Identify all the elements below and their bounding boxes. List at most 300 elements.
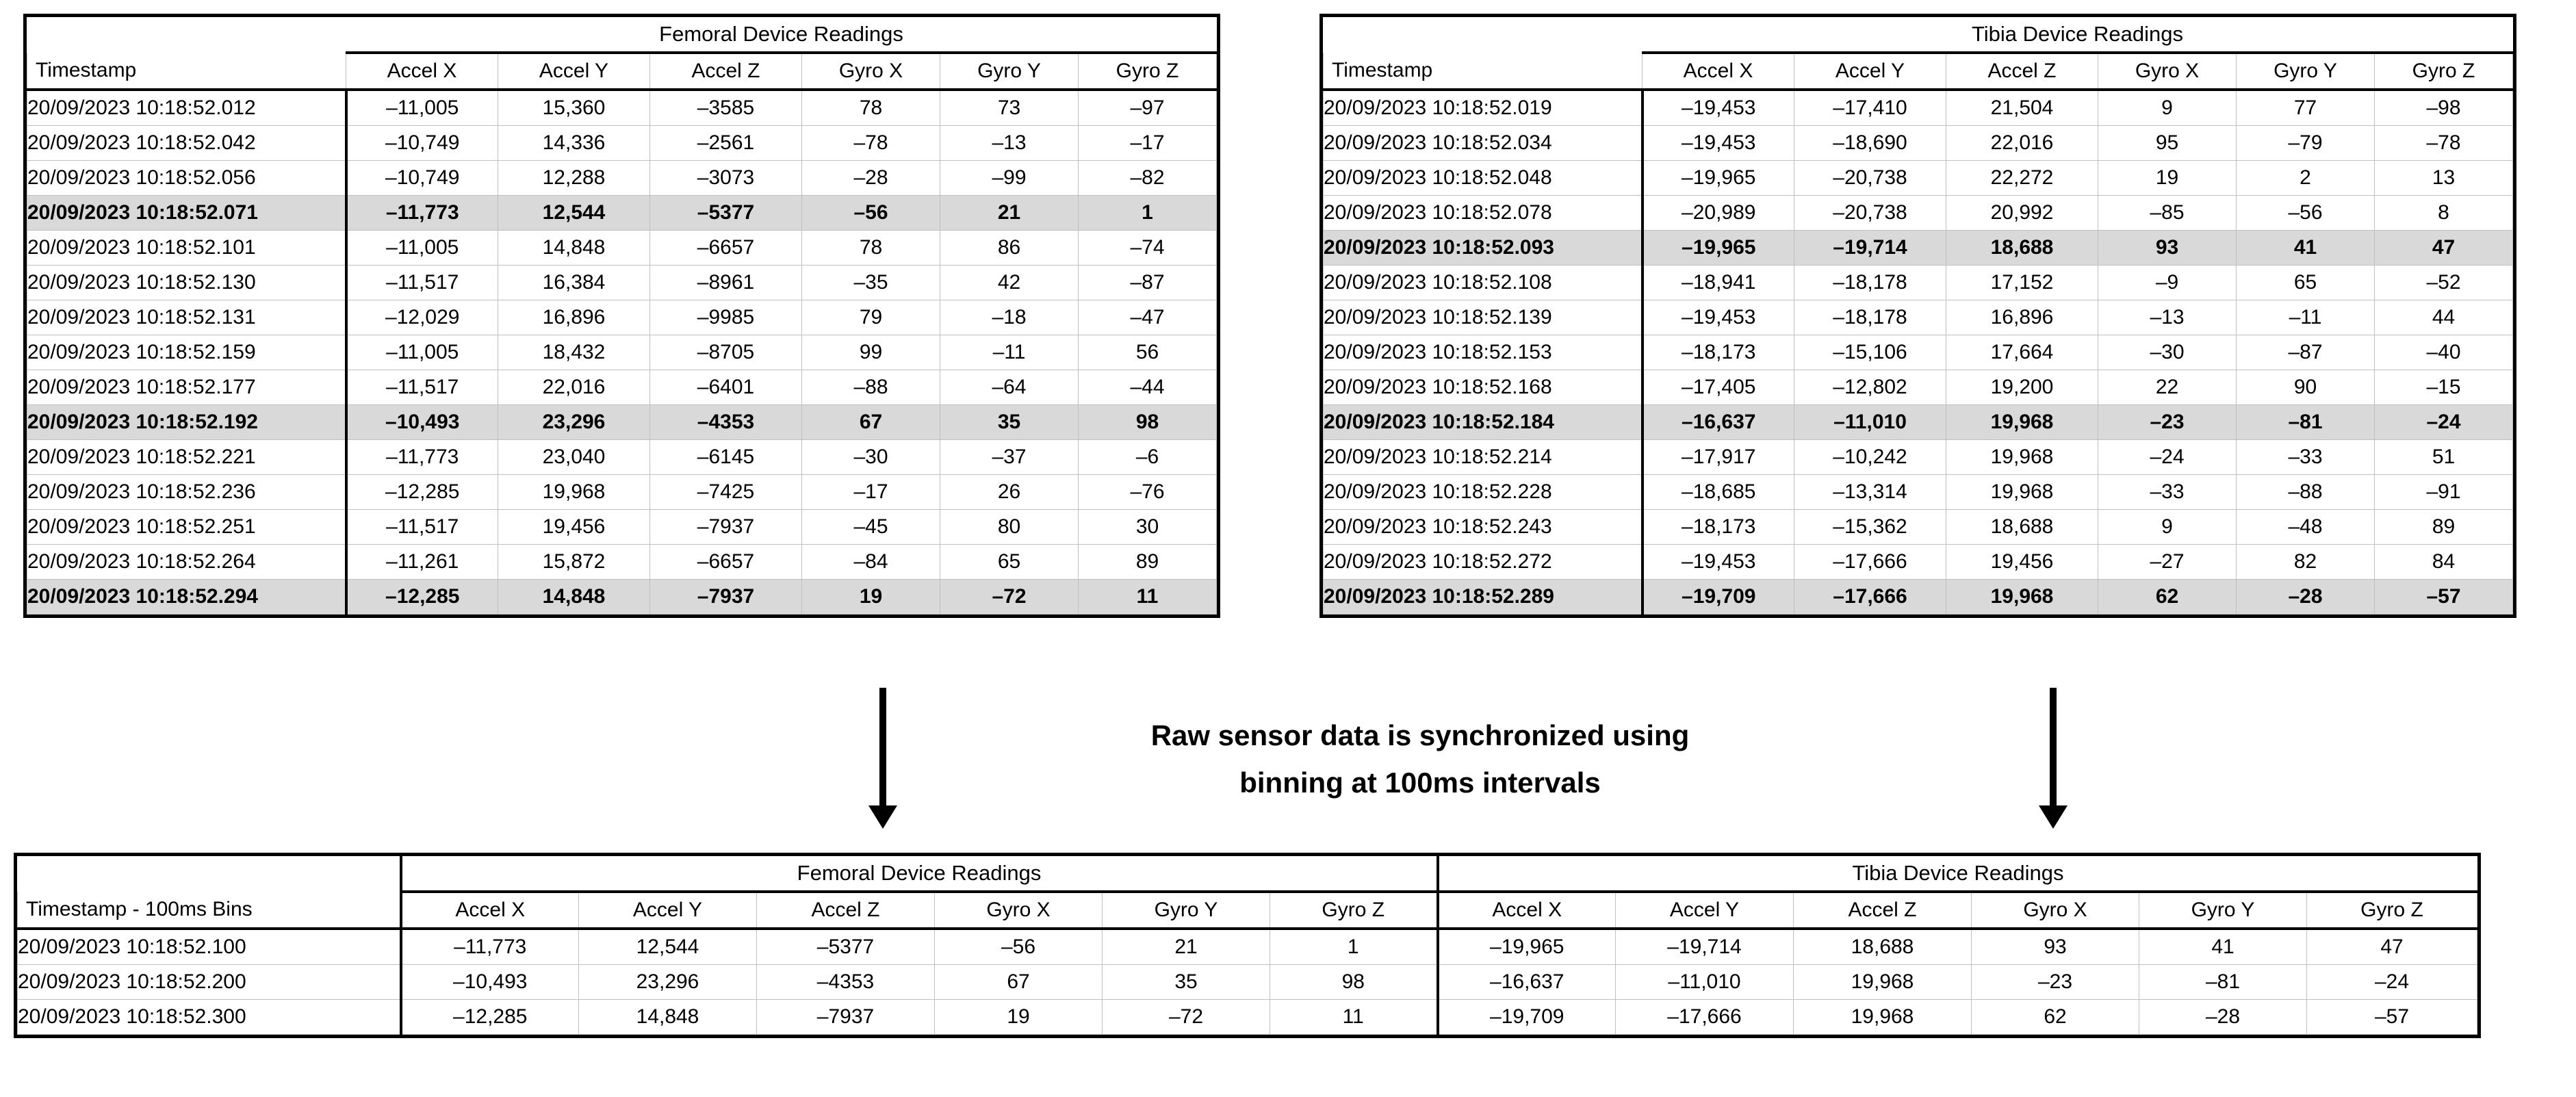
- tibia-gyro-z-cell: –52: [2375, 266, 2513, 300]
- tibia-gyro-x-cell: –33: [2098, 475, 2237, 510]
- binned-femoral-gyro-y-cell: 21: [1103, 929, 1270, 965]
- binned-femoral-gyro-y-cell: –72: [1103, 1000, 1270, 1035]
- binned-title-spacer: [18, 856, 401, 892]
- table-row: [1324, 161, 2513, 196]
- femoral-gyro-y-cell: 80: [940, 510, 1079, 545]
- femoral-gyro-y-cell: –11: [940, 335, 1079, 370]
- tibia-gyro-y-cell: –88: [2237, 475, 2375, 510]
- femoral-accel-x-cell: –11,517: [346, 370, 498, 405]
- tibia-gyro-z-cell: 44: [2375, 300, 2513, 335]
- femoral-accel-x-cell: –10,493: [346, 405, 498, 440]
- tibia-raw-table-body: [1324, 90, 2513, 615]
- tibia-timestamp-cell: 20/09/2023 10:18:52.108: [1324, 266, 1643, 300]
- femoral-group-title: Femoral Device Readings: [346, 17, 1217, 53]
- femoral-accel-z-cell: –7425: [650, 475, 802, 510]
- tibia-title-spacer: [1324, 17, 1643, 53]
- tibia-timestamp-cell: 20/09/2023 10:18:52.153: [1324, 335, 1643, 370]
- femoral-accel-z-cell: –6657: [650, 545, 802, 580]
- tibia-column-header-row: [1324, 53, 2513, 90]
- tibia-gyro-y-cell: 77: [2237, 90, 2375, 126]
- femoral-gyro-z-cell: 1: [1079, 196, 1217, 231]
- femoral-gyro-x-cell: 67: [802, 405, 940, 440]
- femoral-accel-z-cell: –7937: [650, 510, 802, 545]
- binned-timestamp-cell: 20/09/2023 10:18:52.100: [18, 929, 401, 965]
- tibia-accel-z-cell: 16,896: [1946, 300, 2098, 335]
- femoral-raw-table-container: [23, 14, 1220, 618]
- femoral-accel-y-cell: 15,872: [498, 545, 650, 580]
- tibia-header-gyro-z: Gyro Z: [2375, 53, 2513, 90]
- binned-timestamp-cell: 20/09/2023 10:18:52.200: [18, 965, 401, 1000]
- caption-line-1: Raw sensor data is synchronized using: [1150, 719, 1690, 751]
- tibia-timestamp-cell: 20/09/2023 10:18:52.168: [1324, 370, 1643, 405]
- femoral-arrow-head: [868, 805, 897, 829]
- femoral-header-gyro-y: Gyro Y: [940, 53, 1079, 90]
- femoral-accel-z-cell: –5377: [650, 196, 802, 231]
- binned-tibia-accel-x-cell: –16,637: [1438, 965, 1616, 1000]
- femoral-gyro-z-cell: –74: [1079, 231, 1217, 266]
- femoral-timestamp-cell: 20/09/2023 10:18:52.130: [27, 266, 346, 300]
- tibia-gyro-x-cell: 95: [2098, 126, 2237, 161]
- tibia-timestamp-cell: 20/09/2023 10:18:52.048: [1324, 161, 1643, 196]
- table-row: [1324, 90, 2513, 126]
- table-row: [27, 440, 1217, 475]
- femoral-header-gyro-x: Gyro X: [802, 53, 940, 90]
- tibia-timestamp-cell: 20/09/2023 10:18:52.034: [1324, 126, 1643, 161]
- binned-tibia-gyro-z-cell: –24: [2307, 965, 2477, 1000]
- femoral-gyro-x-cell: 79: [802, 300, 940, 335]
- tibia-header-gyro-x: Gyro X: [2098, 53, 2237, 90]
- binned-tibia-group-title: Tibia Device Readings: [1438, 856, 2477, 892]
- femoral-gyro-x-cell: –35: [802, 266, 940, 300]
- femoral-gyro-z-cell: 30: [1079, 510, 1217, 545]
- tibia-timestamp-cell: 20/09/2023 10:18:52.228: [1324, 475, 1643, 510]
- binned-tibia-gyro-y-cell: 41: [2139, 929, 2307, 965]
- binned-femoral-group-title: Femoral Device Readings: [401, 856, 1438, 892]
- tibia-group-title: Tibia Device Readings: [1643, 17, 2513, 53]
- tibia-timestamp-cell: 20/09/2023 10:18:52.214: [1324, 440, 1643, 475]
- femoral-arrow-shaft: [879, 688, 886, 805]
- femoral-gyro-y-cell: –18: [940, 300, 1079, 335]
- binned-tibia-header-gyro-z: Gyro Z: [2307, 892, 2477, 929]
- tibia-accel-x-cell: –17,917: [1643, 440, 1794, 475]
- table-row: [27, 335, 1217, 370]
- binned-tibia-accel-y-cell: –11,010: [1616, 965, 1794, 1000]
- femoral-accel-x-cell: –10,749: [346, 126, 498, 161]
- femoral-accel-z-cell: –6401: [650, 370, 802, 405]
- femoral-timestamp-cell: 20/09/2023 10:18:52.251: [27, 510, 346, 545]
- table-row: [27, 161, 1217, 196]
- tibia-gyro-z-cell: –24: [2375, 405, 2513, 440]
- table-row: [1324, 370, 2513, 405]
- tibia-gyro-y-cell: 82: [2237, 545, 2375, 580]
- tibia-gyro-y-cell: –81: [2237, 405, 2375, 440]
- femoral-timestamp-cell: 20/09/2023 10:18:52.101: [27, 231, 346, 266]
- femoral-group-title-row: [27, 17, 1217, 53]
- tibia-header-timestamp: Timestamp: [1324, 53, 1643, 90]
- tibia-accel-x-cell: –18,685: [1643, 475, 1794, 510]
- table-row: [27, 510, 1217, 545]
- femoral-accel-z-cell: –8705: [650, 335, 802, 370]
- table-row: [27, 475, 1217, 510]
- binned-femoral-accel-y-cell: 23,296: [579, 965, 757, 1000]
- femoral-accel-z-cell: –3073: [650, 161, 802, 196]
- femoral-timestamp-cell: 20/09/2023 10:18:52.192: [27, 405, 346, 440]
- femoral-accel-y-cell: 14,336: [498, 126, 650, 161]
- binned-tibia-accel-y-cell: –19,714: [1616, 929, 1794, 965]
- tibia-gyro-z-cell: 89: [2375, 510, 2513, 545]
- tibia-header-accel-x: Accel X: [1643, 53, 1794, 90]
- femoral-header-accel-x: Accel X: [346, 53, 498, 90]
- femoral-accel-x-cell: –11,773: [346, 196, 498, 231]
- femoral-gyro-y-cell: 73: [940, 90, 1079, 126]
- tibia-accel-z-cell: 19,200: [1946, 370, 2098, 405]
- tibia-gyro-x-cell: –85: [2098, 196, 2237, 231]
- tibia-timestamp-cell: 20/09/2023 10:18:52.019: [1324, 90, 1643, 126]
- binned-femoral-header-accel-x: Accel X: [401, 892, 579, 929]
- femoral-gyro-y-cell: 42: [940, 266, 1079, 300]
- binned-tibia-accel-y-cell: –17,666: [1616, 1000, 1794, 1035]
- femoral-accel-y-cell: 14,848: [498, 580, 650, 615]
- tibia-timestamp-cell: 20/09/2023 10:18:52.184: [1324, 405, 1643, 440]
- femoral-gyro-y-cell: 65: [940, 545, 1079, 580]
- tibia-gyro-x-cell: –24: [2098, 440, 2237, 475]
- tibia-accel-x-cell: –19,453: [1643, 126, 1794, 161]
- binned-header-timestamp-bins: Timestamp - 100ms Bins: [18, 892, 401, 929]
- binned-femoral-accel-x-cell: –12,285: [401, 1000, 579, 1035]
- tibia-gyro-z-cell: –15: [2375, 370, 2513, 405]
- tibia-header-accel-z: Accel Z: [1946, 53, 2098, 90]
- tibia-gyro-y-cell: –11: [2237, 300, 2375, 335]
- tibia-accel-x-cell: –20,989: [1643, 196, 1794, 231]
- femoral-accel-y-cell: 22,016: [498, 370, 650, 405]
- binned-tibia-header-accel-y: Accel Y: [1616, 892, 1794, 929]
- table-row: [18, 929, 2477, 965]
- femoral-gyro-x-cell: –88: [802, 370, 940, 405]
- tibia-timestamp-cell: 20/09/2023 10:18:52.093: [1324, 231, 1643, 266]
- tibia-accel-x-cell: –19,453: [1643, 300, 1794, 335]
- tibia-accel-x-cell: –16,637: [1643, 405, 1794, 440]
- femoral-timestamp-cell: 20/09/2023 10:18:52.264: [27, 545, 346, 580]
- tibia-timestamp-cell: 20/09/2023 10:18:52.139: [1324, 300, 1643, 335]
- femoral-gyro-z-cell: 89: [1079, 545, 1217, 580]
- femoral-accel-y-cell: 19,968: [498, 475, 650, 510]
- binned-timestamp-cell: 20/09/2023 10:18:52.300: [18, 1000, 401, 1035]
- table-row: [27, 231, 1217, 266]
- tibia-accel-x-cell: –18,941: [1643, 266, 1794, 300]
- femoral-gyro-z-cell: 56: [1079, 335, 1217, 370]
- tibia-gyro-y-cell: –33: [2237, 440, 2375, 475]
- binned-femoral-accel-z-cell: –4353: [757, 965, 935, 1000]
- binned-table: [17, 856, 2477, 1035]
- table-row: [1324, 440, 2513, 475]
- binned-femoral-gyro-z-cell: 98: [1270, 965, 1438, 1000]
- binned-tibia-gyro-z-cell: 47: [2307, 929, 2477, 965]
- femoral-gyro-z-cell: 98: [1079, 405, 1217, 440]
- femoral-gyro-x-cell: –45: [802, 510, 940, 545]
- tibia-accel-y-cell: –15,362: [1794, 510, 1946, 545]
- tibia-gyro-z-cell: 51: [2375, 440, 2513, 475]
- table-row: [1324, 300, 2513, 335]
- femoral-raw-table-body: [27, 90, 1217, 615]
- binned-femoral-header-gyro-x: Gyro X: [935, 892, 1103, 929]
- tibia-accel-x-cell: –19,965: [1643, 161, 1794, 196]
- femoral-header-timestamp: Timestamp: [27, 53, 346, 90]
- tibia-accel-x-cell: –18,173: [1643, 335, 1794, 370]
- femoral-accel-x-cell: –12,029: [346, 300, 498, 335]
- table-row: [1324, 335, 2513, 370]
- femoral-gyro-z-cell: –47: [1079, 300, 1217, 335]
- femoral-accel-y-cell: 14,848: [498, 231, 650, 266]
- femoral-gyro-x-cell: –56: [802, 196, 940, 231]
- tibia-accel-z-cell: 17,664: [1946, 335, 2098, 370]
- femoral-accel-z-cell: –6657: [650, 231, 802, 266]
- binned-tibia-header-accel-x: Accel X: [1438, 892, 1616, 929]
- binned-femoral-header-accel-z: Accel Z: [757, 892, 935, 929]
- tibia-arrow-shaft: [2050, 688, 2057, 805]
- binned-tibia-gyro-x-cell: 93: [1972, 929, 2139, 965]
- binned-tibia-accel-z-cell: 18,688: [1794, 929, 1972, 965]
- femoral-timestamp-cell: 20/09/2023 10:18:52.294: [27, 580, 346, 615]
- tibia-gyro-x-cell: –9: [2098, 266, 2237, 300]
- femoral-gyro-x-cell: –30: [802, 440, 940, 475]
- femoral-accel-y-cell: 19,456: [498, 510, 650, 545]
- femoral-timestamp-cell: 20/09/2023 10:18:52.056: [27, 161, 346, 196]
- femoral-accel-y-cell: 23,040: [498, 440, 650, 475]
- table-row: [27, 90, 1217, 126]
- femoral-raw-table: [27, 17, 1217, 615]
- femoral-timestamp-cell: 20/09/2023 10:18:52.236: [27, 475, 346, 510]
- tibia-accel-y-cell: –15,106: [1794, 335, 1946, 370]
- femoral-gyro-x-cell: 78: [802, 90, 940, 126]
- table-row: [18, 965, 2477, 1000]
- tibia-raw-table-container: [1319, 14, 2516, 618]
- tibia-accel-y-cell: –10,242: [1794, 440, 1946, 475]
- femoral-gyro-y-cell: 26: [940, 475, 1079, 510]
- tibia-accel-z-cell: 18,688: [1946, 231, 2098, 266]
- tibia-gyro-z-cell: –98: [2375, 90, 2513, 126]
- table-row: [27, 580, 1217, 615]
- tibia-gyro-y-cell: 65: [2237, 266, 2375, 300]
- tibia-gyro-x-cell: 9: [2098, 510, 2237, 545]
- tibia-accel-x-cell: –17,405: [1643, 370, 1794, 405]
- binned-column-header-row: [18, 892, 2477, 929]
- femoral-timestamp-cell: 20/09/2023 10:18:52.012: [27, 90, 346, 126]
- table-row: [1324, 510, 2513, 545]
- binned-femoral-header-accel-y: Accel Y: [579, 892, 757, 929]
- tibia-gyro-x-cell: –23: [2098, 405, 2237, 440]
- tibia-timestamp-cell: 20/09/2023 10:18:52.078: [1324, 196, 1643, 231]
- binned-tibia-gyro-x-cell: –23: [1972, 965, 2139, 1000]
- table-row: [27, 126, 1217, 161]
- femoral-accel-y-cell: 23,296: [498, 405, 650, 440]
- table-row: [1324, 266, 2513, 300]
- tibia-accel-x-cell: –19,965: [1643, 231, 1794, 266]
- femoral-gyro-z-cell: –76: [1079, 475, 1217, 510]
- tibia-timestamp-cell: 20/09/2023 10:18:52.289: [1324, 580, 1643, 615]
- femoral-accel-z-cell: –6145: [650, 440, 802, 475]
- femoral-gyro-y-cell: –72: [940, 580, 1079, 615]
- binned-femoral-accel-x-cell: –11,773: [401, 929, 579, 965]
- tibia-accel-z-cell: 19,456: [1946, 545, 2098, 580]
- binned-tibia-header-accel-z: Accel Z: [1794, 892, 1972, 929]
- table-row: [1324, 580, 2513, 615]
- tibia-gyro-z-cell: –40: [2375, 335, 2513, 370]
- femoral-gyro-x-cell: –28: [802, 161, 940, 196]
- table-row: [1324, 126, 2513, 161]
- binned-femoral-accel-z-cell: –5377: [757, 929, 935, 965]
- femoral-accel-x-cell: –11,517: [346, 266, 498, 300]
- binned-femoral-gyro-x-cell: 19: [935, 1000, 1103, 1035]
- tibia-accel-y-cell: –20,738: [1794, 196, 1946, 231]
- binned-tibia-header-gyro-x: Gyro X: [1972, 892, 2139, 929]
- femoral-gyro-x-cell: 78: [802, 231, 940, 266]
- femoral-timestamp-cell: 20/09/2023 10:18:52.131: [27, 300, 346, 335]
- femoral-accel-x-cell: –12,285: [346, 580, 498, 615]
- femoral-accel-x-cell: –11,005: [346, 90, 498, 126]
- tibia-accel-y-cell: –18,178: [1794, 300, 1946, 335]
- table-row: [1324, 405, 2513, 440]
- tibia-gyro-x-cell: 93: [2098, 231, 2237, 266]
- femoral-accel-x-cell: –12,285: [346, 475, 498, 510]
- tibia-accel-z-cell: 19,968: [1946, 475, 2098, 510]
- binned-tibia-accel-x-cell: –19,965: [1438, 929, 1616, 965]
- tibia-gyro-y-cell: –48: [2237, 510, 2375, 545]
- femoral-column-header-row: [27, 53, 1217, 90]
- binned-tibia-accel-z-cell: 19,968: [1794, 965, 1972, 1000]
- femoral-accel-y-cell: 18,432: [498, 335, 650, 370]
- femoral-timestamp-cell: 20/09/2023 10:18:52.177: [27, 370, 346, 405]
- tibia-header-accel-y: Accel Y: [1794, 53, 1946, 90]
- tibia-arrow-head: [2039, 805, 2068, 829]
- table-row: [18, 1000, 2477, 1035]
- femoral-accel-z-cell: –4353: [650, 405, 802, 440]
- femoral-accel-x-cell: –11,005: [346, 231, 498, 266]
- binned-tibia-gyro-y-cell: –81: [2139, 965, 2307, 1000]
- femoral-title-spacer: [27, 17, 346, 53]
- tibia-accel-y-cell: –18,178: [1794, 266, 1946, 300]
- binned-femoral-gyro-x-cell: 67: [935, 965, 1103, 1000]
- tibia-accel-y-cell: –17,410: [1794, 90, 1946, 126]
- tibia-gyro-x-cell: 9: [2098, 90, 2237, 126]
- binned-femoral-gyro-x-cell: –56: [935, 929, 1103, 965]
- tibia-gyro-x-cell: –27: [2098, 545, 2237, 580]
- tibia-accel-z-cell: 22,272: [1946, 161, 2098, 196]
- tibia-gyro-x-cell: 19: [2098, 161, 2237, 196]
- tibia-gyro-z-cell: 8: [2375, 196, 2513, 231]
- femoral-timestamp-cell: 20/09/2023 10:18:52.159: [27, 335, 346, 370]
- femoral-gyro-y-cell: –37: [940, 440, 1079, 475]
- femoral-accel-y-cell: 12,544: [498, 196, 650, 231]
- binned-tibia-accel-x-cell: –19,709: [1438, 1000, 1616, 1035]
- binned-tibia-header-gyro-y: Gyro Y: [2139, 892, 2307, 929]
- tibia-gyro-x-cell: 22: [2098, 370, 2237, 405]
- tibia-gyro-z-cell: 13: [2375, 161, 2513, 196]
- binned-femoral-header-gyro-y: Gyro Y: [1103, 892, 1270, 929]
- tibia-accel-z-cell: 17,152: [1946, 266, 2098, 300]
- binned-table-body: [18, 929, 2477, 1035]
- tibia-accel-y-cell: –13,314: [1794, 475, 1946, 510]
- tibia-timestamp-cell: 20/09/2023 10:18:52.243: [1324, 510, 1643, 545]
- femoral-gyro-x-cell: 19: [802, 580, 940, 615]
- binned-tibia-gyro-y-cell: –28: [2139, 1000, 2307, 1035]
- femoral-header-accel-z: Accel Z: [650, 53, 802, 90]
- table-row: [27, 266, 1217, 300]
- tibia-accel-y-cell: –11,010: [1794, 405, 1946, 440]
- femoral-gyro-z-cell: –17: [1079, 126, 1217, 161]
- binned-femoral-gyro-z-cell: 11: [1270, 1000, 1438, 1035]
- caption-line-2: binning at 100ms intervals: [1239, 766, 1601, 799]
- femoral-gyro-z-cell: –87: [1079, 266, 1217, 300]
- tibia-accel-z-cell: 21,504: [1946, 90, 2098, 126]
- femoral-gyro-y-cell: –13: [940, 126, 1079, 161]
- tibia-accel-x-cell: –19,453: [1643, 90, 1794, 126]
- table-row: [1324, 545, 2513, 580]
- synchronization-caption: [1057, 712, 1783, 807]
- femoral-gyro-x-cell: –84: [802, 545, 940, 580]
- femoral-gyro-x-cell: –17: [802, 475, 940, 510]
- femoral-accel-z-cell: –2561: [650, 126, 802, 161]
- tibia-accel-z-cell: 19,968: [1946, 440, 2098, 475]
- tibia-gyro-z-cell: –57: [2375, 580, 2513, 615]
- femoral-header-accel-y: Accel Y: [498, 53, 650, 90]
- tibia-gyro-z-cell: 84: [2375, 545, 2513, 580]
- table-row: [27, 405, 1217, 440]
- femoral-accel-x-cell: –10,749: [346, 161, 498, 196]
- tibia-gyro-x-cell: 62: [2098, 580, 2237, 615]
- femoral-timestamp-cell: 20/09/2023 10:18:52.221: [27, 440, 346, 475]
- binned-tibia-gyro-x-cell: 62: [1972, 1000, 2139, 1035]
- femoral-header-gyro-z: Gyro Z: [1079, 53, 1217, 90]
- tibia-accel-x-cell: –19,709: [1643, 580, 1794, 615]
- tibia-accel-z-cell: 20,992: [1946, 196, 2098, 231]
- table-row: [27, 300, 1217, 335]
- tibia-accel-y-cell: –17,666: [1794, 580, 1946, 615]
- femoral-gyro-z-cell: –82: [1079, 161, 1217, 196]
- binned-femoral-gyro-y-cell: 35: [1103, 965, 1270, 1000]
- femoral-accel-z-cell: –7937: [650, 580, 802, 615]
- femoral-gyro-z-cell: –97: [1079, 90, 1217, 126]
- femoral-gyro-z-cell: –6: [1079, 440, 1217, 475]
- binned-group-title-row: [18, 856, 2477, 892]
- binned-tibia-accel-z-cell: 19,968: [1794, 1000, 1972, 1035]
- tibia-raw-table: [1323, 17, 2513, 615]
- femoral-accel-z-cell: –3585: [650, 90, 802, 126]
- femoral-accel-x-cell: –11,773: [346, 440, 498, 475]
- femoral-accel-y-cell: 16,896: [498, 300, 650, 335]
- tibia-gyro-y-cell: –28: [2237, 580, 2375, 615]
- tibia-gyro-y-cell: –56: [2237, 196, 2375, 231]
- tibia-gyro-x-cell: –13: [2098, 300, 2237, 335]
- table-row: [1324, 475, 2513, 510]
- tibia-accel-z-cell: 22,016: [1946, 126, 2098, 161]
- tibia-accel-y-cell: –12,802: [1794, 370, 1946, 405]
- binned-femoral-accel-z-cell: –7937: [757, 1000, 935, 1035]
- femoral-accel-z-cell: –9985: [650, 300, 802, 335]
- table-row: [1324, 231, 2513, 266]
- table-row: [27, 545, 1217, 580]
- tibia-gyro-z-cell: –78: [2375, 126, 2513, 161]
- femoral-accel-y-cell: 12,288: [498, 161, 650, 196]
- tibia-header-gyro-y: Gyro Y: [2237, 53, 2375, 90]
- tibia-accel-z-cell: 18,688: [1946, 510, 2098, 545]
- tibia-accel-y-cell: –19,714: [1794, 231, 1946, 266]
- femoral-accel-y-cell: 15,360: [498, 90, 650, 126]
- tibia-gyro-y-cell: 2: [2237, 161, 2375, 196]
- tibia-accel-z-cell: 19,968: [1946, 580, 2098, 615]
- tibia-gyro-z-cell: –91: [2375, 475, 2513, 510]
- binned-femoral-accel-y-cell: 14,848: [579, 1000, 757, 1035]
- tibia-accel-x-cell: –19,453: [1643, 545, 1794, 580]
